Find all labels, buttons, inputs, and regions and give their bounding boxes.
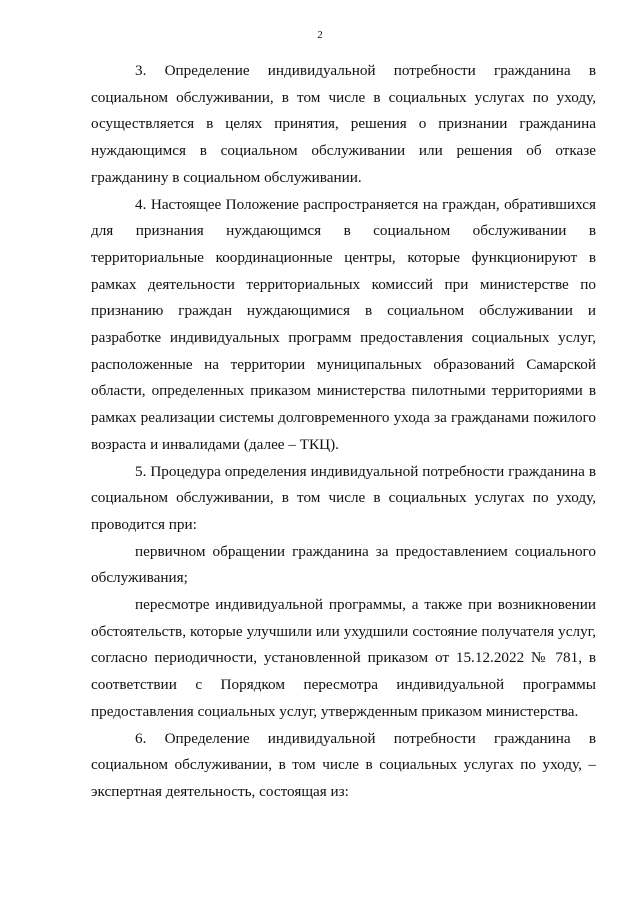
paragraph-4: 4. Настоящее Положение распространяется на граждан, обратившихся для признания нуждающимся в социальном обслуживании в территориальные координационные центры, которые функционируют в рамках деятельности территориальных комиссий при министерстве по признанию граждан нуждающимися в социальном обслуживании и разработке индивидуальных программ предоставления социальных услуг, расположенные на территории муниципальных образований Самарской области, определенных приказом министерства пилотными территориями в рамках реализации системы долговременного ухода за гражданами пожилого возраста и инвалидами (далее – ТКЦ).: [91, 195, 596, 453]
paragraph-3: 3. Определение индивидуальной потребности гражданина в социальном обслуживании, в том числе в социальных услугах по уходу, осуществляется в целях принятия, решения о признании гражданина нуждающимся в социальном обслуживании или решения об отказе гражданину в социальном обслуживании.: [91, 62, 596, 186]
paragraph-6: 6. Определение индивидуальной потребности гражданина в социальном обслуживании, в том числе в социальных услугах по уходу, – экспертная деятельность, состоящая из:: [91, 729, 596, 800]
page-number: 2: [317, 29, 323, 41]
document-body: [91, 58, 596, 806]
paragraph-5-item-revision: пересмотре индивидуальной программы, а также при возникновении обстоятельств, которые улучшили или ухудшили состояние получателя услуг, согласно периодичности, установленной приказом от 15.12.2022 № 781, в соответствии с Порядком пересмотра индивидуальной программы предоставления социальных услуг, утвержденным приказом министерства.: [91, 596, 596, 720]
paragraph-5-item-first-request: первичном обращении гражданина за предоставлением социального обслуживания;: [91, 542, 596, 587]
paragraph-5: 5. Процедура определения индивидуальной потребности гражданина в социальном обслуживании, в том числе в социальных услугах по уходу, проводится при:: [91, 462, 596, 533]
